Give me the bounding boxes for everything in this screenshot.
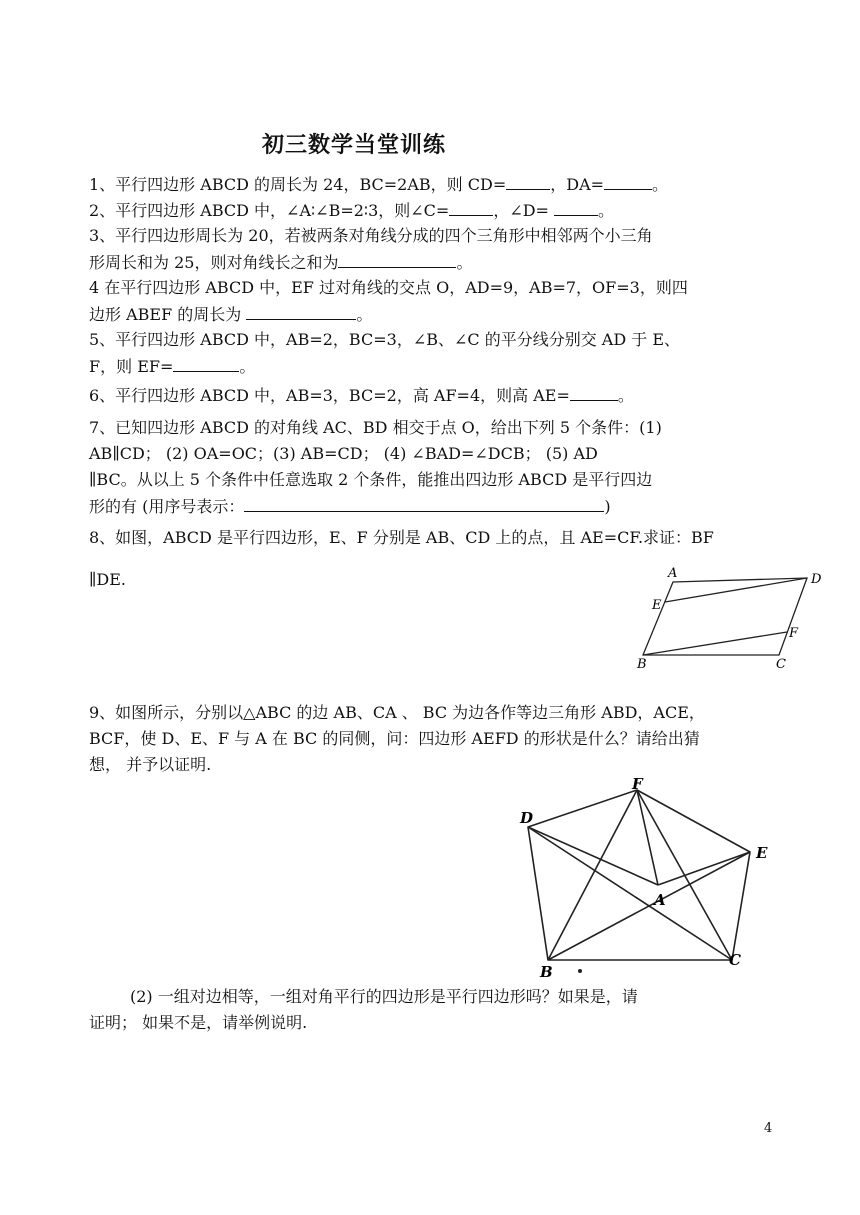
answer-blank[interactable] [604,173,652,190]
equilateral-triangles-figure [510,775,780,980]
question-6: 6、平行四边形 ABCD 中，AB=3，BC=2，高 AF=4，则高 AE= 。 [89,386,634,405]
label-f: F [789,626,799,641]
label-d: D [811,572,822,587]
label-f: F [632,775,643,793]
question-9-part-2-line-2: 证明； 如果不是，请举例说明. [89,1013,308,1032]
question-4-line-2: 边形 ABEF 的周长为 。 [89,305,373,324]
answer-blank[interactable] [246,303,356,320]
question-1: 1、平行四边形 ABCD 的周长为 24，BC=2AB，则 CD= ，DA= 。 [89,175,669,194]
question-5-line-1: 5、平行四边形 ABCD 中，AB=2，BC=3，∠B、∠C 的平分线分别交 AD 于 E、 [89,330,681,349]
segment-da [528,827,658,885]
question-4-line-1: 4 在平行四边形 ABCD 中，EF 过对角线的交点 O，AD=9，AB=7，OF=3，则四 [89,278,688,297]
parallelogram-abcd [643,578,807,655]
segment-bf [643,632,787,655]
page-number: 4 [764,1121,773,1136]
answer-blank[interactable] [449,199,493,216]
question-2: 2、平行四边形 ABCD 中，∠A∶∠B=2∶3，则∠C= ，∠D= 。 [89,201,615,220]
question-7-line-2: AB∥CD； (2) OA=OC；(3) AB=CD； (4) ∠BAD=∠DCB； (5) AD [89,444,598,463]
question-9-part-2-line-1: (2) 一组对边相等，一组对角平行的四边形是平行四边形吗？如果是，请 [130,987,638,1006]
answer-blank[interactable] [506,173,550,190]
question-7-line-3: ∥BC。从以上 5 个条件中任意选取 2 个条件，能推出四边形 ABCD 是平行四边 [89,470,653,489]
question-7-line-4: 形的有 (用序号表示： ) [89,497,611,516]
answer-blank[interactable] [338,251,456,268]
label-c: C [729,951,741,969]
page-title: 初三数学当堂训练 [262,133,447,158]
label-a: A [654,891,666,909]
question-3-line-2: 形周长和为 25，则对角线长之和为 。 [89,253,473,272]
stray-dot [578,969,582,973]
label-c: C [776,657,786,672]
segment-ae [658,852,750,885]
question-9-line-1: 9、如图所示，分别以△ABC 的边 AB、CA 、 BC 为边各作等边三角形 ABD，ACE， [89,703,705,722]
label-e: E [756,844,768,862]
answer-blank[interactable] [554,199,598,216]
parallelogram-figure [630,562,830,674]
question-8-line-1: 8、如图，ABCD 是平行四边形，E、F 分别是 AB、CD 上的点，且 AE=CF.求证：BF [89,528,714,547]
label-e: E [652,598,662,613]
question-7-line-1: 7、已知四边形 ABCD 的对角线 AC、BD 相交于点 O，给出下列 5 个条件：(1) [89,418,662,437]
label-b: B [540,963,553,980]
label-a: A [668,566,678,581]
question-9-line-2: BCF，使 D、E、F 与 A 在 BC 的同侧，问：四边形 AEFD 的形状是什么？请给出猜 [89,729,700,748]
answer-blank[interactable] [244,495,604,512]
question-8-line-2: ∥DE. [89,570,126,589]
answer-blank[interactable] [173,355,239,372]
segment-af [637,790,658,885]
label-b: B [637,657,647,672]
question-3-line-1: 3、平行四边形周长为 20，若被两条对角线分成的四个三角形中相邻两个小三角 [89,226,653,245]
question-5-line-2: F，则 EF= 。 [89,357,256,376]
label-d: D [520,809,534,827]
answer-blank[interactable] [570,384,618,401]
segment-be [548,852,750,960]
question-9-line-3: 想， 并予以证明. [89,755,212,774]
